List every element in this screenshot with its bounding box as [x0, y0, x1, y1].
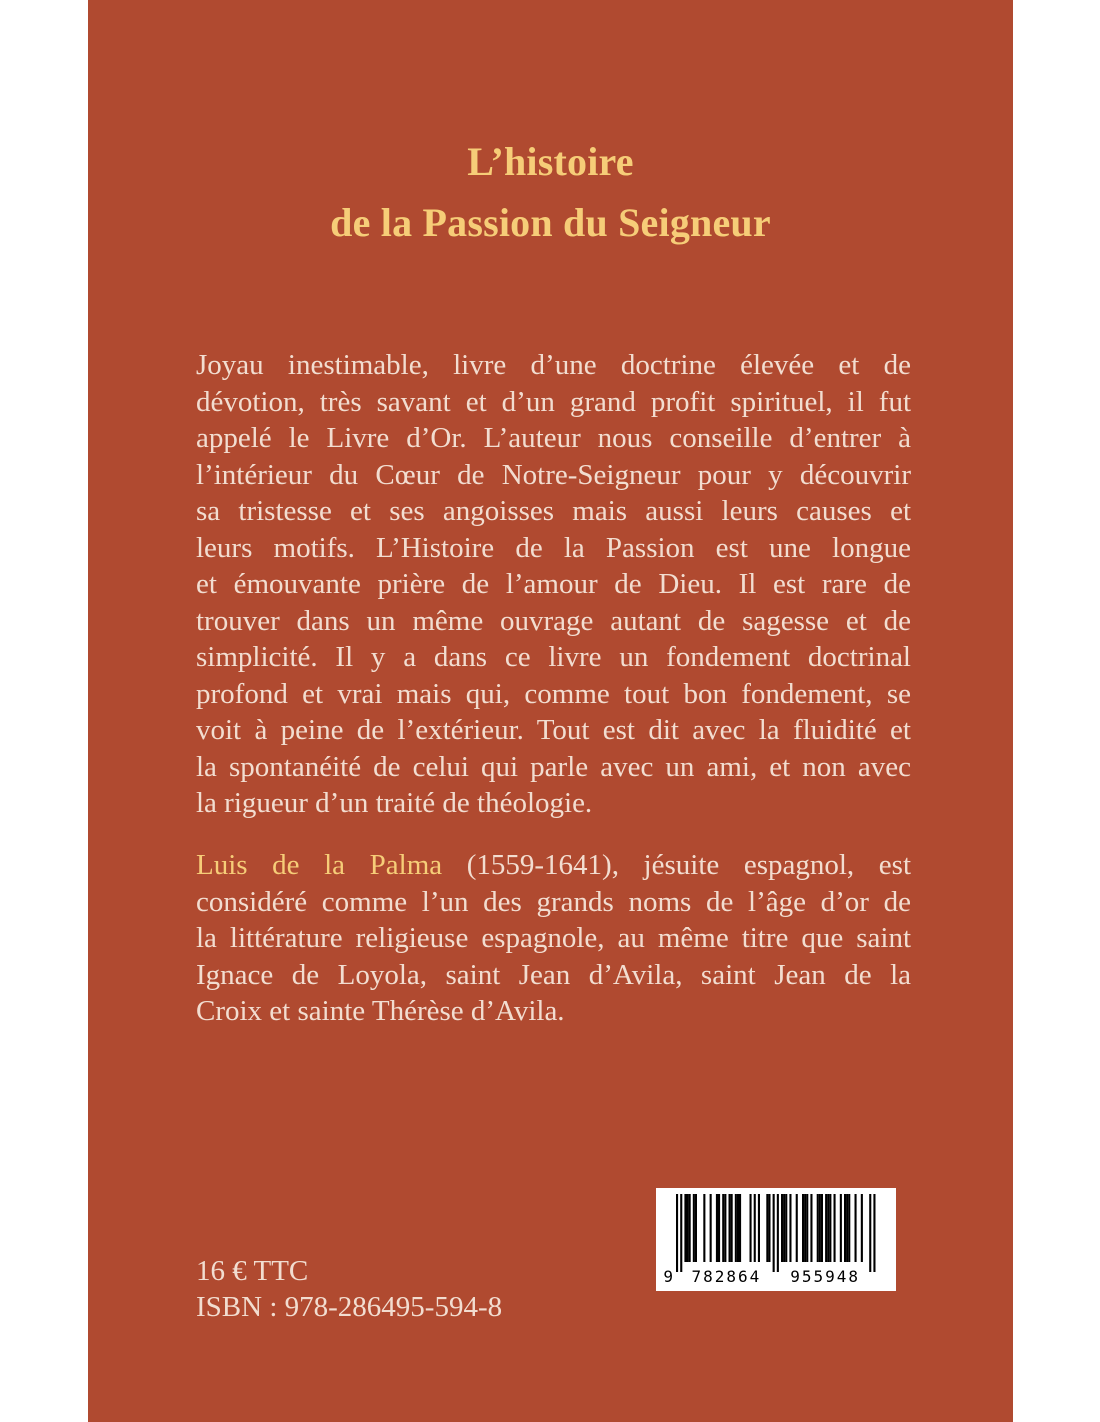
author-line: Ignace de Loyola, saint Jean d’Avila, saint Jean de la — [196, 958, 911, 991]
barcode-bar — [693, 1194, 695, 1262]
barcode-bar — [724, 1194, 726, 1262]
author-line: la littérature religieuse espagnole, au même titre que saint — [196, 922, 911, 954]
barcode-bar — [710, 1194, 712, 1262]
description-line: la rigueur d’un traité de théologie. — [196, 787, 593, 819]
barcode-bar — [846, 1194, 848, 1262]
barcode-digits: 9 — [663, 1267, 673, 1286]
barcode-bar — [789, 1194, 791, 1262]
barcode-bar — [777, 1194, 779, 1272]
barcode-bar — [676, 1194, 678, 1272]
barcode-bar — [703, 1194, 705, 1262]
author-dates: (1559-1641), jésuite espagnol, est — [442, 849, 911, 881]
barcode-bar — [783, 1194, 785, 1262]
barcode-bar — [739, 1194, 741, 1262]
barcode-bar — [825, 1194, 827, 1262]
description-line: Joyau inestimable, livre d’une doctrine élevée et de — [196, 349, 911, 381]
barcode-bar — [768, 1194, 770, 1262]
description-line: la spontanéité de celui qui parle avec un ami, et non avec — [196, 750, 911, 783]
description-paragraph — [196, 347, 911, 822]
barcode-bar — [869, 1194, 871, 1272]
description-line: sa tristesse et ses angoisses mais aussi leurs causes et — [196, 495, 911, 527]
barcode-bar — [716, 1194, 718, 1262]
description-line: profond et vrai mais qui, comme tout bon fondement, se — [196, 677, 911, 710]
barcode-bar — [819, 1194, 821, 1262]
barcode-bar — [718, 1194, 720, 1262]
back-cover — [88, 0, 1013, 1422]
barcode-bar — [840, 1194, 842, 1262]
barcode-bar — [750, 1194, 752, 1262]
barcode-bar — [695, 1194, 697, 1262]
barcode-bar — [773, 1194, 775, 1272]
author-paragraph — [196, 847, 911, 1030]
barcode-bar — [834, 1194, 836, 1262]
barcode-bar — [729, 1194, 731, 1262]
description-line: leurs motifs. L’Histoire de la Passion est une longue — [196, 531, 911, 564]
barcode — [656, 1188, 896, 1291]
barcode-bar — [781, 1194, 783, 1262]
barcode-bar — [785, 1194, 787, 1262]
barcode-bar — [684, 1194, 686, 1262]
barcode-bar — [758, 1194, 760, 1262]
book-title-line-2: de la Passion du Seigneur — [330, 200, 771, 245]
barcode-bar — [861, 1194, 863, 1262]
barcode-bar — [796, 1194, 798, 1262]
description-line: appelé le Livre d’Or. L’auteur nous conseille d’entrer à — [196, 422, 911, 454]
barcode-bar — [802, 1194, 804, 1262]
barcode-bar — [827, 1194, 829, 1262]
barcode-bar — [844, 1194, 846, 1262]
barcode-bar — [804, 1194, 806, 1262]
price-block — [196, 1253, 502, 1325]
barcode-bar — [687, 1194, 689, 1262]
barcode-bar — [855, 1194, 857, 1262]
description-line: voit à peine de l’extérieur. Tout est dit avec la fluidité et — [196, 714, 911, 746]
author-line: considéré comme l’un des grands noms de l’âge d’or de — [196, 885, 911, 918]
author-line: Croix et sainte Thérèse d’Avila. — [196, 995, 565, 1027]
description-line: dévotion, très savant et d’un grand profit spirituel, il fut — [196, 385, 911, 418]
description-line: l’intérieur du Cœur de Notre-Seigneur pour y découvrir — [196, 458, 911, 491]
barcode-bar — [680, 1194, 682, 1272]
book-title-line-1: L’histoire — [467, 139, 634, 184]
price: 16 € TTC — [196, 1255, 309, 1287]
barcode-bar — [817, 1194, 819, 1262]
barcode-bar — [731, 1194, 733, 1262]
barcode-bar — [689, 1194, 691, 1262]
barcode-bar — [766, 1194, 768, 1262]
description-line: trouver dans un même ouvrage autant de sagesse et de — [196, 604, 911, 637]
barcode-bar — [821, 1194, 823, 1262]
barcode-bar — [754, 1194, 756, 1262]
barcode-digits: 782864 — [691, 1267, 762, 1286]
barcode-bar — [735, 1194, 737, 1262]
barcode-bar — [722, 1194, 724, 1262]
description-line: et émouvante prière de l’amour de Dieu. Il est rare de — [196, 568, 911, 600]
barcode-bar — [810, 1194, 812, 1262]
author-first-line — [196, 847, 911, 884]
isbn: ISBN : 978-286495-594-8 — [196, 1291, 503, 1323]
barcode-graphic — [656, 1188, 896, 1291]
barcode-bar — [848, 1194, 850, 1262]
description-line: simplicité. Il y a dans ce livre un fondement doctrinal — [196, 641, 911, 673]
barcode-bar — [737, 1194, 739, 1262]
barcode-bar — [873, 1194, 875, 1272]
barcode-bar — [829, 1194, 831, 1262]
barcode-digits: 955948 — [790, 1267, 860, 1286]
barcode-bar — [806, 1194, 808, 1262]
author-name: Luis de la Palma — [196, 849, 443, 881]
